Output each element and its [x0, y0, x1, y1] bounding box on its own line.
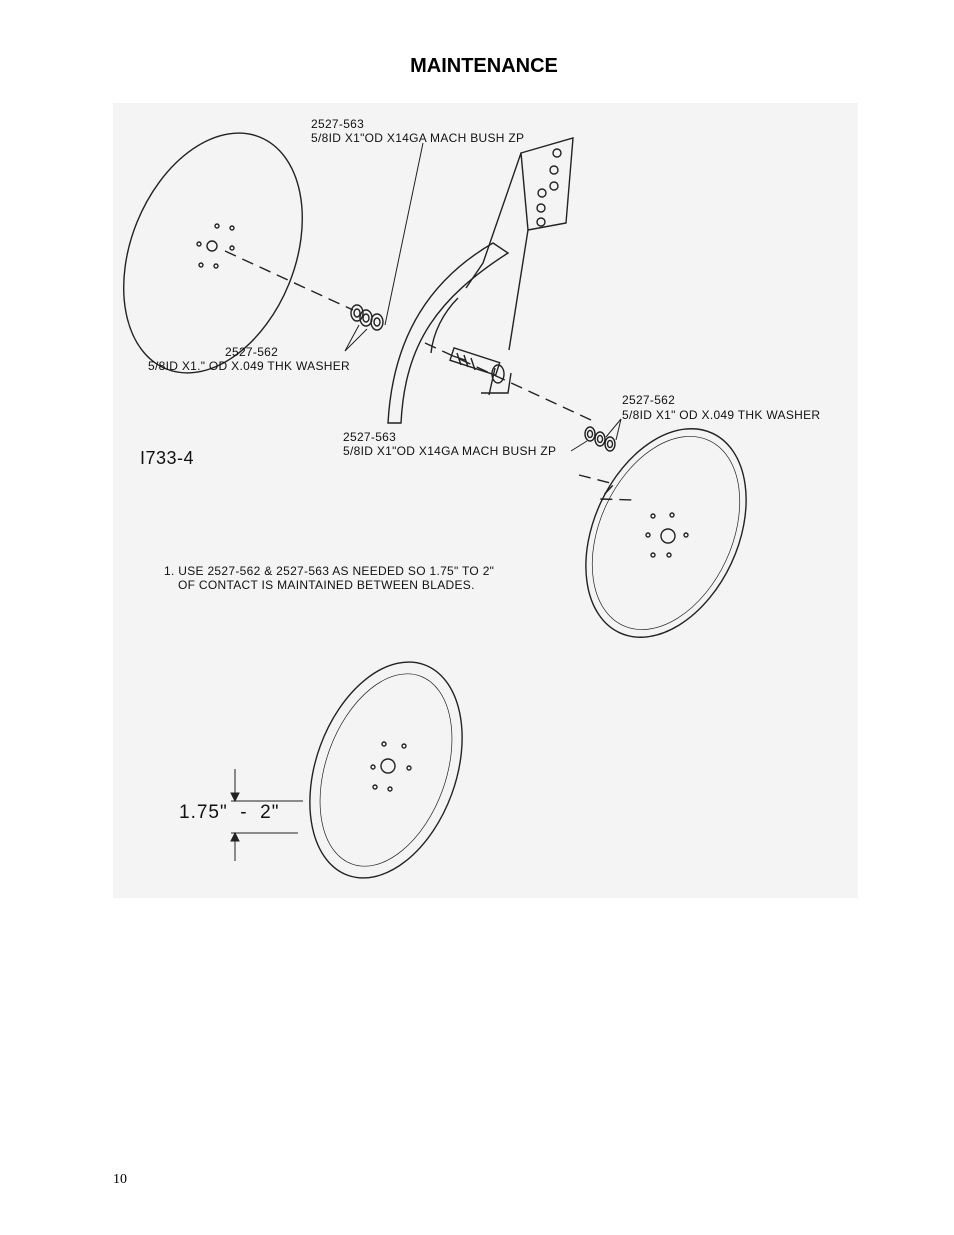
washer-right-part-number: 2527-562 [622, 393, 676, 407]
right-washer-stack [585, 427, 615, 451]
bushing-bottom-description: 5/8ID X1"OD X14GA MACH BUSH ZP [343, 444, 557, 458]
blade-arm-shank [388, 138, 573, 423]
washer-right-description: 5/8ID X1" OD X.049 THK WASHER [622, 408, 821, 422]
right-notched-disc-blade [554, 403, 777, 663]
page-title: MAINTENANCE [410, 55, 558, 77]
drawing-number: I733-4 [140, 448, 195, 468]
bushing-top-part-number: 2527-563 [311, 117, 365, 131]
exploded-assembly-drawing [113, 103, 858, 898]
assembly-note-line-2: OF CONTACT IS MAINTAINED BETWEEN BLADES. [178, 578, 475, 592]
contact-dimension-label: 1.75" - 2" [179, 802, 280, 823]
left-washer-stack [351, 305, 383, 330]
bushing-top-description: 5/8ID X1"OD X14GA MACH BUSH ZP [311, 131, 525, 145]
leader-lines [345, 143, 621, 451]
assembly-note-line-1: 1. USE 2527-562 & 2527-563 AS NEEDED SO 1.75" TO 2" [164, 564, 495, 578]
washer-left-description: 5/8ID X1." OD X.049 THK WASHER [148, 359, 350, 373]
bottom-notched-disc-blade [282, 641, 490, 898]
page-number: 10 [113, 1172, 127, 1187]
bushing-bottom-part-number: 2527-563 [343, 430, 397, 444]
assembly-diagram-svg [113, 103, 858, 898]
washer-left-part-number: 2527-562 [225, 345, 279, 359]
